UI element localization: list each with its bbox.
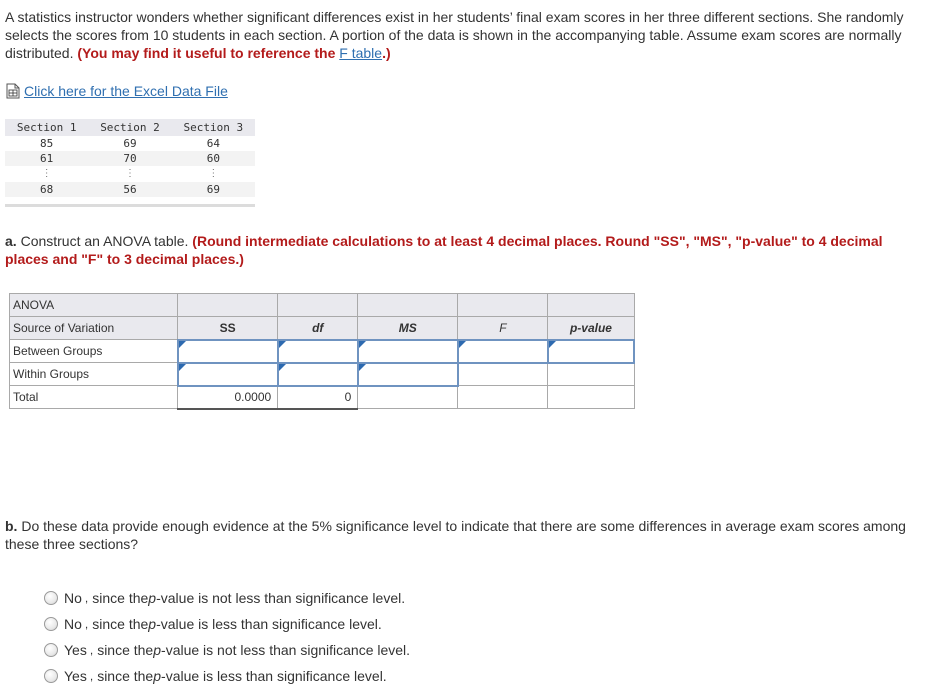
problem-intro bbox=[5, 8, 935, 62]
anova-row-total bbox=[10, 386, 635, 409]
data-cell: 56 bbox=[88, 182, 171, 197]
ellipsis-cell: ⋮ bbox=[208, 168, 219, 179]
option-answer: Yes bbox=[64, 642, 87, 658]
between-ss-input[interactable] bbox=[178, 340, 278, 363]
data-cell: 69 bbox=[123, 137, 137, 150]
intro-hint bbox=[77, 45, 390, 61]
col-header: Section 3 bbox=[172, 119, 255, 136]
header-source: Source of Variation bbox=[10, 317, 178, 340]
ellipsis-cell: ⋮ bbox=[124, 168, 135, 179]
part-b-text: Do these data provide enough evidence at the 5% significance level to indicate that there are some differences in average exam scores among these three sections? bbox=[5, 518, 906, 552]
part-b-label: b. bbox=[5, 518, 18, 534]
part-a-instruction: (Round intermediate calculations to at least 4 decimal places. Round "SS", "MS", "p-value" to 4 decimal places and "F" to 3 decimal places.) bbox=[5, 233, 883, 267]
option-reason-post: -value is less than significance level. bbox=[156, 616, 382, 632]
option-reason-pre: since the bbox=[92, 590, 149, 606]
anova-title: ANOVA bbox=[10, 294, 178, 317]
option-comma: , bbox=[89, 669, 94, 683]
option-p: p bbox=[153, 642, 162, 658]
answer-options bbox=[44, 585, 410, 689]
f-table-link[interactable]: F table bbox=[339, 45, 383, 61]
blank-cell bbox=[178, 294, 278, 317]
blank-cell bbox=[458, 294, 548, 317]
anova-row-within bbox=[10, 363, 635, 386]
option-3[interactable] bbox=[44, 637, 410, 663]
total-df-value: 0 bbox=[278, 386, 358, 409]
option-comma: , bbox=[84, 617, 89, 631]
data-cell: 64 bbox=[206, 137, 220, 150]
row-label-within: Within Groups bbox=[10, 363, 178, 386]
excel-file-link[interactable] bbox=[5, 83, 228, 99]
excel-file-icon bbox=[5, 83, 21, 99]
option-p: p bbox=[148, 590, 157, 606]
within-ms-input[interactable] bbox=[358, 363, 458, 386]
part-a-label: a. bbox=[5, 233, 17, 249]
data-cell: 60 bbox=[172, 151, 255, 166]
option-2[interactable] bbox=[44, 611, 410, 637]
option-reason-pre: since the bbox=[97, 668, 154, 684]
header-ms: MS bbox=[358, 317, 458, 340]
header-p-value: p-value bbox=[548, 317, 634, 340]
intro-text: A statistics instructor wonders whether significant differences exist in her students’ final exam scores in her three different sections. She randomly selects the scores from 10 students in each section. A portion of the data is shown in the accompanying table. Assume exam scores are normally distributed. bbox=[5, 9, 904, 61]
within-ss-input[interactable] bbox=[178, 363, 278, 386]
col-header: Section 1 bbox=[5, 119, 88, 136]
data-cell: 61 bbox=[5, 151, 88, 166]
option-reason-pre: since the bbox=[97, 642, 154, 658]
data-cell: 69 bbox=[172, 182, 255, 197]
option-comma: , bbox=[89, 643, 94, 657]
anova-header-row bbox=[10, 317, 635, 340]
option-answer: No bbox=[64, 616, 82, 632]
col-header: Section 2 bbox=[88, 119, 171, 136]
option-reason-post: -value is not less than significance level. bbox=[156, 590, 406, 606]
data-row bbox=[5, 151, 255, 166]
option-reason-post: -value is not less than significance level. bbox=[161, 642, 411, 658]
hint-suffix: .) bbox=[382, 45, 391, 61]
excel-file-link-label[interactable]: Click here for the Excel Data File bbox=[24, 83, 228, 99]
radio-button[interactable] bbox=[44, 669, 58, 683]
ellipsis-row bbox=[5, 166, 255, 182]
row-label-total: Total bbox=[10, 386, 178, 409]
option-reason-post: -value is less than significance level. bbox=[161, 668, 387, 684]
anova-table bbox=[9, 293, 635, 410]
blank-cell bbox=[458, 363, 548, 386]
part-a-text: Construct an ANOVA table. bbox=[16, 233, 193, 249]
option-p: p bbox=[148, 616, 157, 632]
option-answer: Yes bbox=[64, 668, 87, 684]
blank-cell bbox=[458, 386, 548, 409]
option-reason-pre: since the bbox=[92, 616, 149, 632]
option-p: p bbox=[153, 668, 162, 684]
part-a-prompt bbox=[5, 232, 925, 268]
p-value-input[interactable] bbox=[548, 340, 634, 363]
anova-row-between bbox=[10, 340, 635, 363]
radio-button[interactable] bbox=[44, 591, 58, 605]
row-label-between: Between Groups bbox=[10, 340, 178, 363]
header-ss: SS bbox=[178, 317, 278, 340]
radio-button[interactable] bbox=[44, 643, 58, 657]
data-header-row bbox=[5, 119, 255, 136]
ellipsis-cell: ⋮ bbox=[41, 168, 52, 179]
between-ms-input[interactable] bbox=[358, 340, 458, 363]
hint-prefix: (You may find it useful to reference the bbox=[77, 45, 340, 61]
part-b-prompt bbox=[5, 517, 930, 553]
total-ss-value: 0.0000 bbox=[178, 386, 278, 409]
within-df-input[interactable] bbox=[278, 363, 358, 386]
anova-title-row bbox=[10, 294, 635, 317]
radio-button[interactable] bbox=[44, 617, 58, 631]
data-row bbox=[5, 182, 255, 197]
between-df-input[interactable] bbox=[278, 340, 358, 363]
data-cell: 68 bbox=[5, 182, 88, 197]
blank-cell bbox=[548, 363, 634, 386]
data-row bbox=[5, 136, 255, 151]
blank-cell bbox=[548, 386, 634, 409]
blank-cell bbox=[358, 386, 458, 409]
header-f: F bbox=[458, 317, 548, 340]
option-answer: No bbox=[64, 590, 82, 606]
sample-data-table bbox=[5, 119, 255, 197]
blank-cell bbox=[358, 294, 458, 317]
f-stat-input[interactable] bbox=[458, 340, 548, 363]
blank-cell bbox=[278, 294, 358, 317]
data-cell: 85 bbox=[40, 137, 54, 150]
data-table-divider bbox=[5, 204, 255, 207]
option-4[interactable] bbox=[44, 663, 410, 689]
data-cell: 70 bbox=[88, 151, 171, 166]
header-df: df bbox=[278, 317, 358, 340]
option-comma: , bbox=[84, 591, 89, 605]
option-1[interactable] bbox=[44, 585, 410, 611]
blank-cell bbox=[548, 294, 634, 317]
